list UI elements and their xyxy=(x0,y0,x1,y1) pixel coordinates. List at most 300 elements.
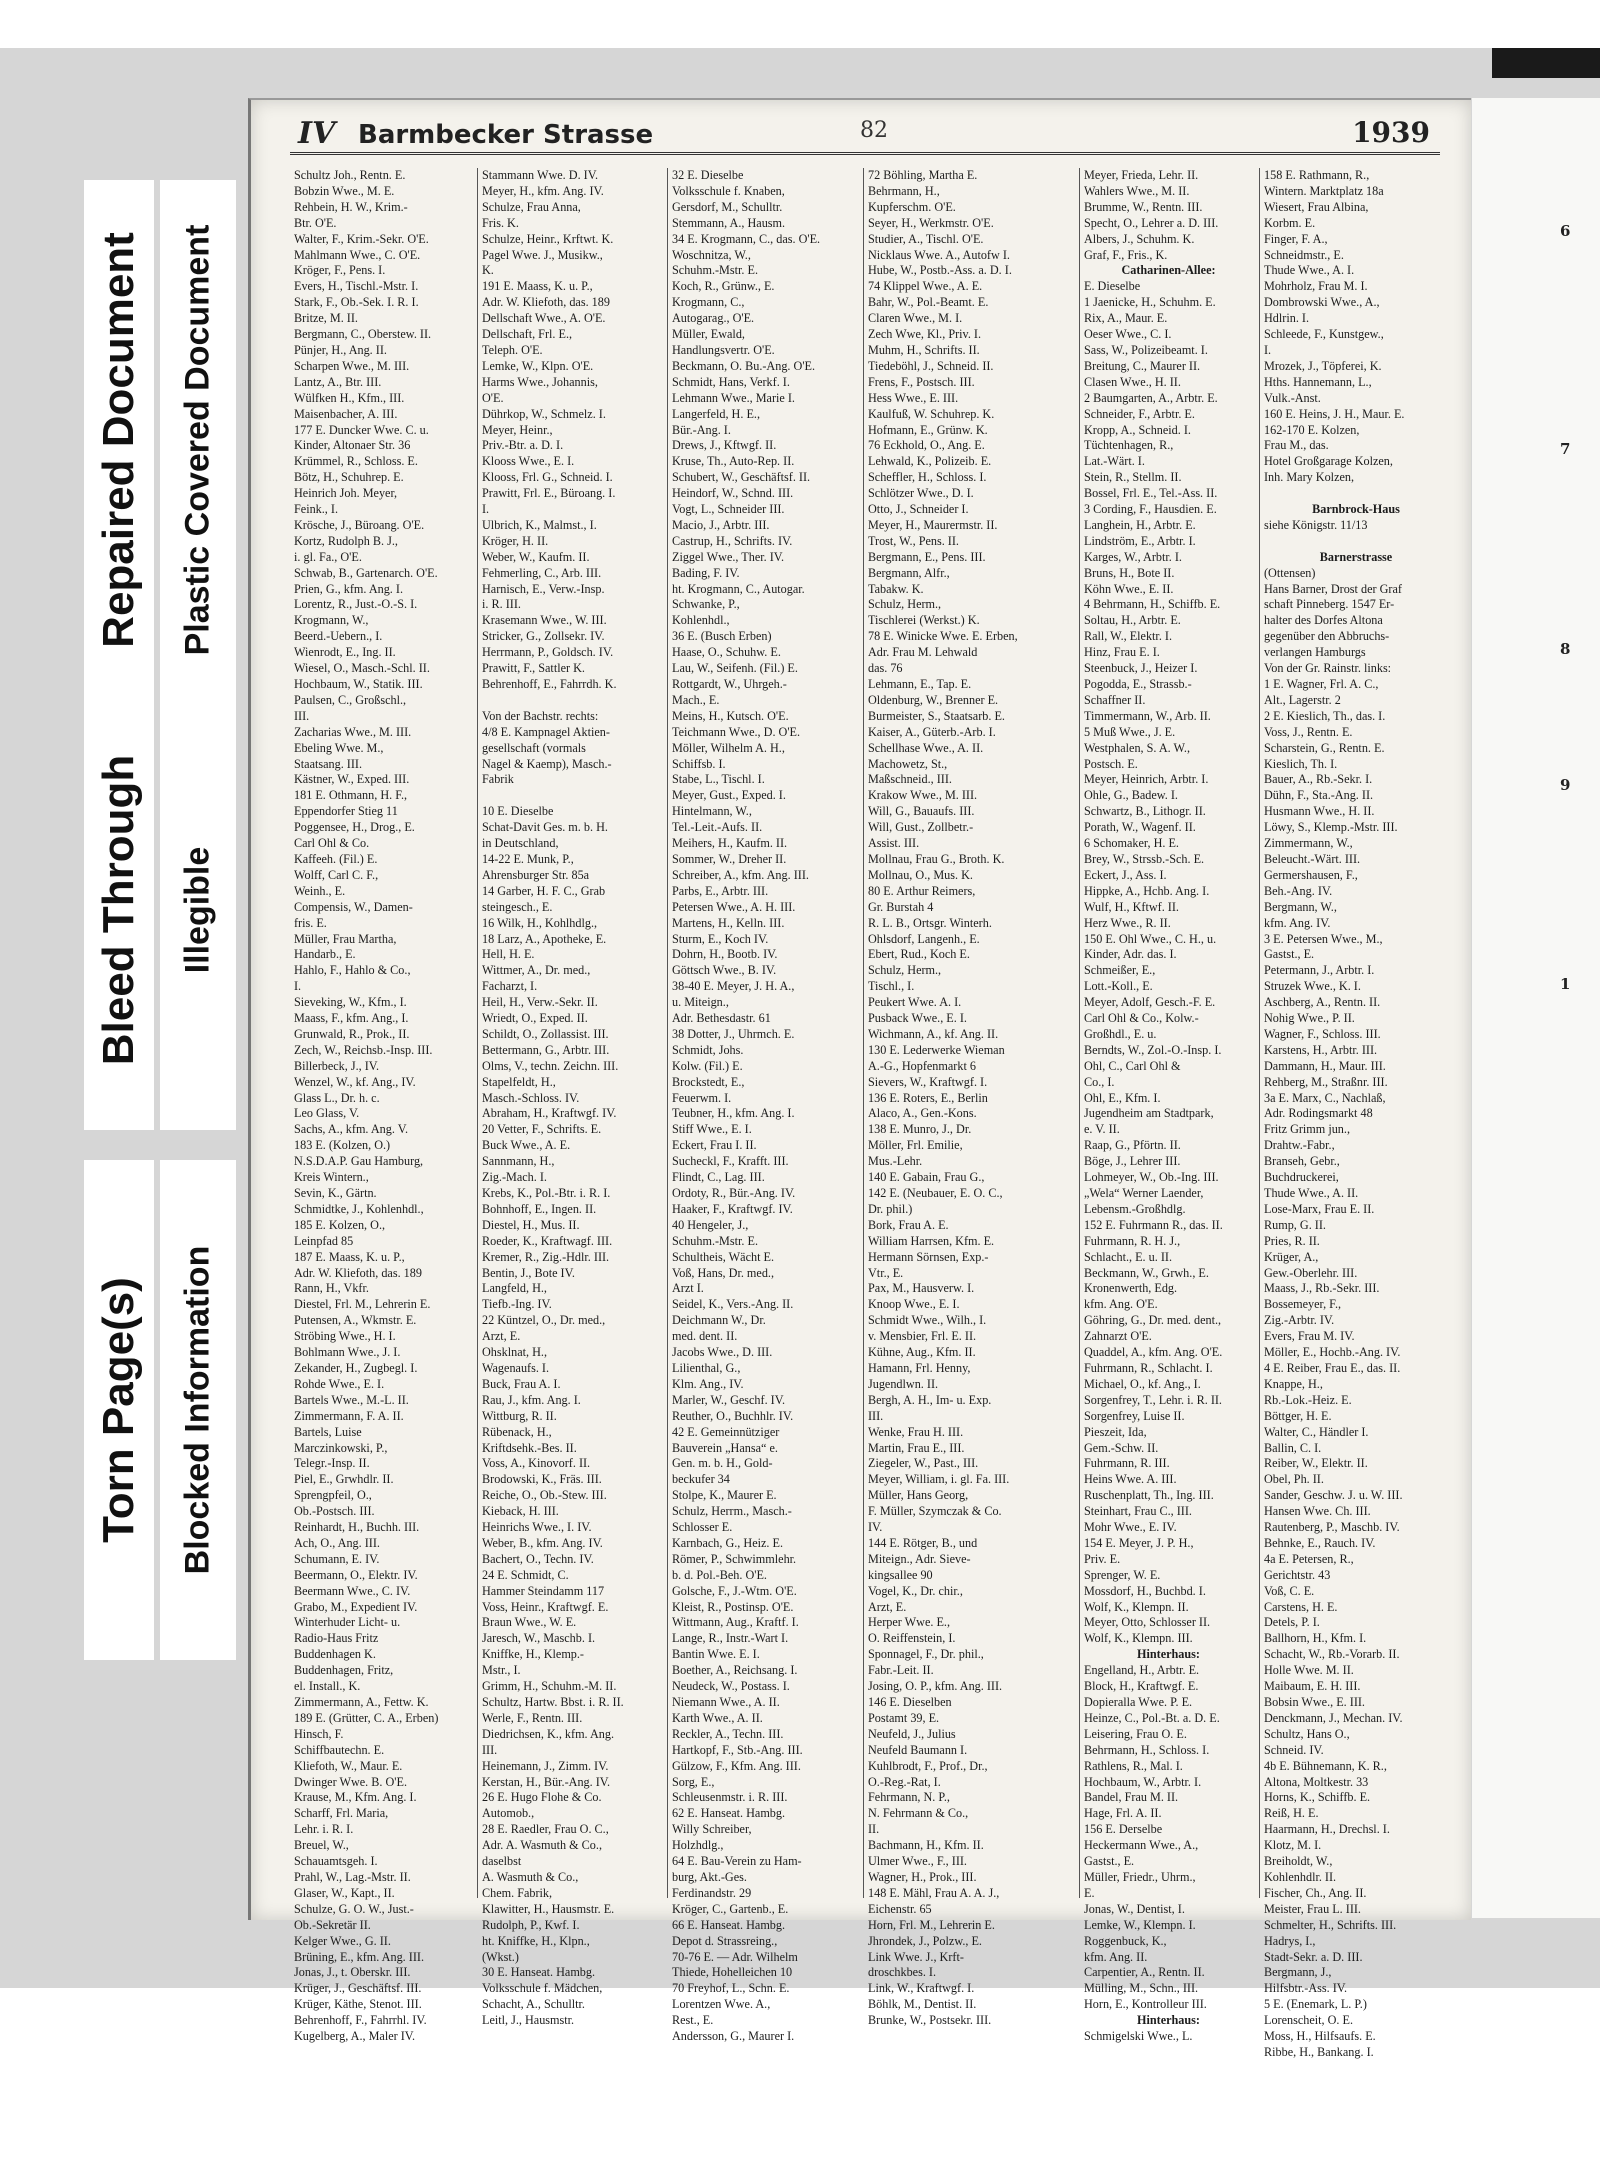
directory-entry: Bergh, A. H., Im- u. Exp. xyxy=(868,1392,992,1407)
directory-entry: Rottgardt, W., Uhrgeh.- xyxy=(672,677,787,691)
directory-entry: Altona, Moltkestr. 33 xyxy=(1264,1774,1369,1789)
directory-entry: Beckmann, W., Grwh., E. xyxy=(1084,1265,1209,1280)
directory-entry: Reiche, O., Ob.-Stew. III. xyxy=(482,1488,607,1503)
directory-entry: Bettermann, G., Arbtr. III. xyxy=(482,1042,610,1057)
directory-entry: Reckler, A., Techn. III. xyxy=(672,1726,784,1741)
directory-entry: Kleist, R., Postinsp. O'E. xyxy=(672,1599,794,1614)
directory-entry: Catharinen-Allee: xyxy=(1121,263,1216,278)
directory-entry: Schmidt, Hans, Verkf. I. xyxy=(672,374,790,389)
directory-entry: Meyer, Heinr., xyxy=(482,422,553,437)
directory-entry: Krasemann Wwe., W. III. xyxy=(482,613,607,628)
directory-entry: Feuerwm. I. xyxy=(672,1090,732,1105)
directory-entry: Breiholdt, W., xyxy=(1264,1854,1333,1869)
directory-entry: 148 E. Mähl, Frau A. A. J., xyxy=(868,1885,1000,1900)
margin-number: 7 xyxy=(1560,440,1571,458)
directory-entry: Otto, J., Schneider I. xyxy=(868,502,969,517)
directory-entry: Tüchtenhagen, R., xyxy=(1084,438,1174,453)
directory-entry: Muhm, H., Schrifts. II. xyxy=(868,342,980,357)
directory-entry: Meyer, Frieda, Lehr. II. xyxy=(1084,168,1199,182)
directory-entry: Fuhrmann, R. III. xyxy=(1084,1456,1170,1471)
directory-entry: Schultheis, Wächt E. xyxy=(672,1249,774,1264)
directory-entry: Lohmeyer, W., Ob.-Ing. III. xyxy=(1084,1170,1219,1185)
directory-entry: Reiß, H. E. xyxy=(1264,1806,1319,1821)
directory-entry: Kieback, H. III. xyxy=(482,1504,559,1519)
directory-entry: Rehberg, M., Straßnr. III. xyxy=(1264,1074,1388,1089)
directory-entry: Hinterhaus: xyxy=(1137,1647,1200,1662)
directory-entry: Schwartz, B., Lithogr. II. xyxy=(1084,804,1206,819)
directory-entry: Buchdruckerei, xyxy=(1264,1170,1339,1185)
directory-entry: Tel.-Leit.-Aufs. II. xyxy=(672,820,763,835)
directory-entry: Bantin Wwe. E. I. xyxy=(672,1647,760,1662)
directory-entry: 4/8 E. Kampnagel Aktien- xyxy=(482,724,610,739)
directory-entry: 14-22 E. Munk, P., xyxy=(482,851,574,866)
directory-entry: Haarmann, H., Drechsl. I. xyxy=(1264,1822,1390,1837)
directory-entry: Beermann, O., Elektr. IV. xyxy=(294,1567,418,1582)
directory-entry: Kästner, W., Exped. III. xyxy=(294,772,410,787)
directory-entry: 191 E. Maass, K. u. P., xyxy=(482,279,593,294)
directory-entry: Bruns, H., Bote II. xyxy=(1084,565,1175,580)
directory-entry: Schiffsb. I. xyxy=(672,756,726,771)
directory-entry: Thude Wwe., A. II. xyxy=(1264,1186,1359,1200)
directory-entry: Will, Gust., Zollbetr.- xyxy=(868,820,974,835)
directory-entry: Heinrichs Wwe., I. IV. xyxy=(482,1520,592,1535)
directory-entry: Heinemann, J., Zimm. IV. xyxy=(482,1758,609,1773)
directory-entry: Köhn Wwe., E. II. xyxy=(1084,581,1174,596)
directory-entry: steingesch., E. xyxy=(482,899,553,914)
directory-entry: Sannmann, H., xyxy=(482,1154,555,1169)
directory-entry: Postamt 39, E. xyxy=(868,1710,940,1725)
directory-entry: Schulze, Heinr., Krftwt. K. xyxy=(482,231,614,246)
directory-entry: Kaffeeh. (Fil.) E. xyxy=(294,851,378,866)
directory-entry: Hamann, Frl. Henny, xyxy=(868,1360,971,1375)
directory-entry: Krüger, J., Geschäftsf. III. xyxy=(294,1981,422,1996)
directory-entry: Carpentier, A., Rentn. II. xyxy=(1084,1965,1205,1980)
directory-entry: Ohlsdorf, Langenh., E. xyxy=(868,931,980,946)
directory-entry: Ob.-Postsch. III. xyxy=(294,1504,375,1519)
directory-entry: Buddenhagen K. xyxy=(294,1647,376,1662)
directory-entry: Reinhardt, H., Buchh. III. xyxy=(294,1520,420,1535)
directory-entry: Koch, R., Grünw., E. xyxy=(672,279,775,294)
directory-entry: Fabrik xyxy=(482,772,514,787)
directory-entry: Carl Ohl & Co., Kolw.- xyxy=(1084,1011,1199,1026)
directory-entry: Schleusenmstr. i. R. III. xyxy=(672,1790,788,1805)
directory-entry: O'E. xyxy=(482,390,504,405)
margin-number: 9 xyxy=(1560,776,1571,794)
directory-entry: Hansen Wwe. Ch. III. xyxy=(1264,1504,1371,1519)
directory-entry: Kinder, Adr. das. I. xyxy=(1084,947,1177,962)
directory-entry: Dopieralla Wwe. P. E. xyxy=(1084,1695,1193,1709)
directory-entry: 5 E. (Enemark, L. P.) xyxy=(1264,1997,1367,2012)
directory-entry: Masch.-Schloss. IV. xyxy=(482,1090,580,1105)
directory-entry: Ballin, C. I. xyxy=(1264,1440,1322,1455)
directory-entry: Horn, Frl. M., Lehrerin E. xyxy=(868,1917,995,1932)
directory-entry: 1 E. Wagner, Frl. A. C., xyxy=(1264,677,1379,691)
directory-entry: Langhein, H., Arbtr. E. xyxy=(1084,517,1196,532)
adjacent-page-margin xyxy=(1472,98,1600,1918)
directory-entry: Reiber, W., Elektr. II. xyxy=(1264,1456,1368,1471)
directory-entry: Wittburg, R. II. xyxy=(482,1408,557,1423)
directory-entry: Kropp, A., Schneid. I. xyxy=(1084,422,1191,437)
directory-entry: Nicklaus Wwe. A., Autofw I. xyxy=(868,247,1010,262)
directory-entry: 74 Klippel Wwe., A. E. xyxy=(868,279,983,294)
directory-entry: A.-G., Hopfenmarkt 6 xyxy=(868,1058,976,1073)
directory-entry: Ulbrich, K., Malmst., I. xyxy=(482,517,597,532)
directory-entry: verlangen Hamburgs xyxy=(1264,645,1366,660)
directory-entry: fris. E. xyxy=(294,915,327,930)
directory-entry: Gersdorf, M., Schulltr. xyxy=(672,199,783,214)
directory-entry: Rix, A., Maur. E. xyxy=(1084,311,1168,326)
directory-entry: Drahtw.-Fabr., xyxy=(1264,1138,1335,1153)
directory-entry: Marczinkowski, P., xyxy=(294,1440,388,1455)
directory-entry: Schultz, Hans O., xyxy=(1264,1726,1350,1741)
directory-entry: 3 E. Petersen Wwe., M., xyxy=(1264,931,1383,946)
directory-entry: Glass L., Dr. h. c. xyxy=(294,1090,380,1105)
directory-entry: 34 E. Krogmann, C., das. O'E. xyxy=(672,231,821,246)
directory-entry: Facharzt, I. xyxy=(482,979,538,994)
directory-entry: Adr. Frau M. Lehwald xyxy=(868,645,978,660)
directory-entry: Lehwald, K., Polizeib. E. xyxy=(868,454,992,469)
directory-entry: Sorg, E., xyxy=(672,1774,715,1789)
directory-entry: Wichmann, A., kf. Ang. II. xyxy=(868,1026,999,1041)
directory-entry: Grimm, H., Schuhm.-M. II. xyxy=(482,1679,617,1694)
directory-entry: Olms, V., techn. Zeichn. III. xyxy=(482,1058,619,1073)
directory-entry: Tischl., I. xyxy=(868,979,915,994)
directory-entry: Stabe, L., Tischl. I. xyxy=(672,772,765,787)
directory-entry: halter des Dorfes Altona xyxy=(1264,613,1383,628)
directory-entry: ht. Kniffke, H., Klpn., xyxy=(482,1933,590,1948)
directory-entry: 36 E. (Busch Erben) xyxy=(672,629,772,644)
directory-entry: Nohig Wwe., P. II. xyxy=(1264,1011,1355,1026)
directory-entry: Möller, Frl. Emilie, xyxy=(868,1138,963,1153)
directory-entry: i. gl. Fa., O'E. xyxy=(294,549,362,564)
directory-entry: Pries, R. II. xyxy=(1264,1233,1320,1248)
directory-entry: Michael, O., kf. Ang., I. xyxy=(1084,1376,1201,1391)
directory-entry: Teichmann Wwe., D. O'E. xyxy=(672,724,801,739)
directory-entry: Meyer, Otto, Schlosser II. xyxy=(1084,1615,1211,1630)
directory-entry: 136 E. Roters, E., Berlin xyxy=(868,1090,988,1105)
directory-entry: Neufeld, J., Julius xyxy=(868,1726,956,1741)
directory-entry: Hilfsbtr.-Ass. IV. xyxy=(1264,1981,1348,1996)
directory-entry: Hippke, A., Hchb. Ang. I. xyxy=(1084,883,1210,898)
directory-entry: Inh. Mary Kolzen, xyxy=(1264,470,1355,485)
directory-entry: Bauverein „Hansa“ e. xyxy=(672,1440,778,1455)
directory-entry: i. R. III. xyxy=(482,597,521,612)
directory-entry: Ordoty, R., Bür.-Ang. IV. xyxy=(672,1186,796,1200)
directory-entry: in Deutschland, xyxy=(482,836,559,851)
directory-entry: Behrenhoff, F., Fahrrhl. IV. xyxy=(294,2013,427,2028)
directory-entry: Sass, W., Polizeibeamt. I. xyxy=(1084,342,1208,357)
directory-entry: Volksschule f. Mädchen, xyxy=(482,1981,603,1996)
directory-entry: Wiesel, O., Masch.-Schl. II. xyxy=(294,661,430,676)
directory-entry: Pogodda, E., Strassb.- xyxy=(1084,677,1192,691)
directory-entry: Rb.-Lok.-Heiz. E. xyxy=(1264,1392,1352,1407)
directory-entry: Meihers, H., Kaufm. II. xyxy=(672,836,788,851)
directory-entry: 189 E. (Grütter, C. A., Erben) xyxy=(294,1710,439,1725)
directory-entry: A. Wasmuth & Co., xyxy=(482,1869,579,1884)
directory-entry: Zimmermann, F. A. II. xyxy=(294,1408,404,1423)
district-numeral: IV xyxy=(298,116,336,151)
directory-entry: Zech Wwe, Kl., Priv. I. xyxy=(868,327,982,342)
directory-entry: Kolw. (Fil.) E. xyxy=(672,1058,743,1073)
directory-entry: Behrmann, H., Schloss. I. xyxy=(1084,1742,1210,1757)
directory-entry: Lehr. i. R. I. xyxy=(294,1822,354,1837)
directory-entry: Sachs, A., kfm. Ang. V. xyxy=(294,1122,408,1137)
directory-entry: Graf, F., Fris., K. xyxy=(1084,247,1168,262)
directory-entry: Niemann Wwe., A. II. xyxy=(672,1695,780,1709)
directory-entry: 62 E. Hanseat. Hambg. xyxy=(672,1806,786,1821)
directory-entry: Stemmann, A., Hausm. xyxy=(672,215,786,230)
directory-entry: Petermann, J., Arbtr. I. xyxy=(1264,963,1375,978)
directory-entry: Roggenbuck, K., xyxy=(1084,1933,1167,1948)
directory-entry: Hadrys, I., xyxy=(1264,1933,1316,1948)
directory-entry: Beerd.-Uebern., I. xyxy=(294,629,383,644)
directory-entry: Frau M., das. xyxy=(1264,438,1329,453)
directory-entry: Seyer, H., Werkmstr. O'E. xyxy=(868,215,994,230)
directory-entry: Gem.-Schw. II. xyxy=(1084,1440,1159,1455)
directory-entry: Wiesert, Frau Albina, xyxy=(1264,199,1369,214)
directory-entry: Wagner, F., Schloss. III. xyxy=(1264,1026,1381,1041)
directory-entry: Beermann Wwe., C. IV. xyxy=(294,1583,411,1598)
directory-entry: Hths. Hannemann, L., xyxy=(1264,374,1372,389)
directory-entry: Mohrholz, Frau M. I. xyxy=(1264,279,1368,294)
directory-entry: Beh.-Ang. IV. xyxy=(1264,883,1333,898)
directory-entry: Jugendheim am Stadtpark, xyxy=(1084,1106,1214,1121)
directory-entry: Wolff, Carl C. F., xyxy=(294,867,379,882)
directory-entry: Schneidmstr., E. xyxy=(1264,247,1344,262)
directory-entry: Quaddel, A., kfm. Ang. O'E. xyxy=(1084,1345,1223,1360)
directory-entry: E. Dieselbe xyxy=(1084,279,1141,294)
directory-entry: 10 E. Dieselbe xyxy=(482,804,554,819)
directory-entry: Kühne, Aug., Kfm. II. xyxy=(868,1345,976,1360)
directory-entry: Rau, J., kfm. Ang. I. xyxy=(482,1392,581,1407)
directory-entry: 160 E. Heins, J. H., Maur. E. xyxy=(1264,406,1405,421)
directory-entry: Billerbeck, J., IV. xyxy=(294,1058,380,1073)
directory-entry: 18 Larz, A., Apotheke, E. xyxy=(482,931,607,946)
directory-entry: Karges, W., Arbtr. I. xyxy=(1084,549,1182,564)
directory-entry: Hammer Steindamm 117 xyxy=(482,1583,605,1598)
directory-entry: Sommer, W., Dreher II. xyxy=(672,851,787,866)
directory-entry: Schlosser E. xyxy=(672,1520,733,1535)
directory-entry: Schaffner II. xyxy=(1084,692,1146,707)
directory-entry: Weinh., E. xyxy=(294,883,346,898)
directory-entry: Sprenger, W. E. xyxy=(1084,1567,1161,1582)
directory-entry: III. xyxy=(482,1742,498,1757)
directory-entry: 185 E. Kolzen, O., xyxy=(294,1217,386,1232)
directory-entry: Dührkop, W., Schmelz. I. xyxy=(482,406,606,421)
directory-entry: Böhlk, M., Dentist. II. xyxy=(868,1997,977,2012)
directory-entry: Clasen Wwe., H. II. xyxy=(1084,374,1181,389)
directory-entry: Schulz, Herrm., Masch.- xyxy=(672,1504,792,1519)
directory-entry: Sevin, K., Gärtn. xyxy=(294,1186,377,1200)
directory-entry: das. 76 xyxy=(868,661,903,676)
directory-entry: Ebert, Rud., Koch E. xyxy=(868,947,970,962)
directory-entry: Voss, Heinr., Kraftwgf. E. xyxy=(482,1599,609,1614)
directory-entry: gegenüber den Abbruchs- xyxy=(1264,629,1390,644)
directory-entry: Volksschule f. Knaben, xyxy=(672,183,785,198)
directory-entry: 4b E. Bühnemann, K. R., xyxy=(1264,1758,1387,1773)
directory-entry: Adr. W. Kliefoth, das. 189 xyxy=(294,1265,422,1280)
directory-entry: Rautenberg, P., Maschb. IV. xyxy=(1264,1520,1400,1535)
directory-entry: Mahlmann Wwe., C. O'E. xyxy=(294,247,421,262)
directory-entry: Schmidt Wwe., Wilh., I. xyxy=(868,1313,987,1328)
directory-entry: Mossdorf, H., Buchbd. I. xyxy=(1084,1583,1206,1598)
directory-entry: Fritz Grimm jun., xyxy=(1264,1122,1350,1137)
directory-entry: Kriftdsehk.-Bes. II. xyxy=(482,1440,577,1455)
directory-entry: Schulze, G. O. W., Just.- xyxy=(294,1901,414,1916)
directory-entry: Krösche, J., Büroang. O'E. xyxy=(294,517,425,532)
directory-entry: Schauamtsgeh. I. xyxy=(294,1854,378,1869)
directory-entry: Meyer, Gust., Exped. I. xyxy=(672,788,786,803)
directory-entry: Meyer, Heinrich, Arbtr. I. xyxy=(1084,772,1209,787)
directory-entry: Leo Glass, V. xyxy=(294,1106,360,1121)
label-bleed-through: Bleed Through xyxy=(84,690,154,1130)
directory-entry: Behrenhoff, E., Fahrrdh. K. xyxy=(482,677,617,691)
directory-entry: Klm. Ang., IV. xyxy=(672,1376,744,1391)
directory-entry: N.S.D.A.P. Gau Hamburg, xyxy=(294,1154,424,1169)
directory-entry: Kinder, Altonaer Str. 36 xyxy=(294,438,411,453)
directory-entry: Kohlenhdlr. II. xyxy=(1264,1869,1337,1884)
directory-entry: Bading, F. IV. xyxy=(672,565,740,580)
directory-entry: Stricker, G., Zollsekr. IV. xyxy=(482,629,605,644)
directory-entry: Nagel & Kaemp), Masch.- xyxy=(482,756,612,771)
directory-entry: Müller, Friedr., Uhrm., xyxy=(1084,1869,1196,1884)
directory-entry: Bartels Wwe., M.-L. II. xyxy=(294,1392,409,1407)
directory-entry: Hintelmann, W., xyxy=(672,804,752,819)
directory-entry: Scharstein, G., Rentn. E. xyxy=(1264,740,1385,755)
directory-entry: (Wkst.) xyxy=(482,1949,519,1964)
directory-entry: Korbm. E. xyxy=(1264,215,1316,230)
directory-entry: Westphalen, S. A. W., xyxy=(1084,740,1190,755)
directory-entry: Krogmann, C., xyxy=(672,295,745,310)
directory-entry: Müller, Frau Martha, xyxy=(294,931,397,946)
directory-entry: Voss, J., Rentn. E. xyxy=(1264,724,1353,739)
directory-entry: 187 E. Maass, K. u. P., xyxy=(294,1249,405,1264)
directory-entry: Böttger, H. E. xyxy=(1264,1408,1332,1423)
label-torn-pages: Torn Page(s) xyxy=(84,1160,154,1660)
directory-entry: (Ottensen) xyxy=(1264,565,1316,580)
directory-entry: Gülzow, F., Kfm. Ang. III. xyxy=(672,1758,801,1773)
directory-entry: Leinpfad 85 xyxy=(294,1233,354,1248)
directory-column-5 xyxy=(1080,168,1260,2044)
year-heading: 1939 xyxy=(1352,116,1430,149)
directory-entry: K. xyxy=(482,263,494,278)
directory-entry: Claren Wwe., M. I. xyxy=(868,311,963,326)
directory-entry: 156 E. Derselbe xyxy=(1084,1822,1163,1837)
directory-entry: Specht, O., Lehrer a. D. III. xyxy=(1084,215,1219,230)
directory-entry: Hinz, Frau E. I. xyxy=(1084,645,1160,660)
directory-entry: schaft Pinneberg. 1547 Er- xyxy=(1264,597,1395,612)
directory-entry: Rest., E. xyxy=(672,2013,714,2028)
directory-entry: Postsch. E. xyxy=(1084,756,1138,771)
directory-entry: Tabakw. K. xyxy=(868,581,924,596)
directory-entry: Struzek Wwe., K. I. xyxy=(1264,979,1361,994)
directory-entry: Langerfeld, H. E., xyxy=(672,406,760,421)
directory-entry: Rall, W., Elektr. I. xyxy=(1084,629,1173,644)
directory-entry: 162-170 E. Kolzen, xyxy=(1264,422,1360,437)
directory-entry: Dellschaft Wwe., A. O'E. xyxy=(482,311,606,326)
directory-entry: 4 Behrmann, H., Schiffb. E. xyxy=(1084,597,1221,612)
directory-entry: Bartels, Luise xyxy=(294,1424,362,1439)
directory-entry: IV. xyxy=(868,1520,883,1535)
directory-entry: 40 Hengeler, J., xyxy=(672,1217,749,1232)
directory-entry: Bauer, A., Rb.-Sekr. I. xyxy=(1264,772,1373,787)
directory-entry: Trost, W., Pens. II. xyxy=(868,533,959,548)
directory-entry: 42 E. Gemeinnütziger xyxy=(672,1424,780,1439)
directory-entry: Stadt-Sekr. a. D. III. xyxy=(1264,1949,1363,1964)
directory-entry: Link Wwe. J., Krft- xyxy=(868,1949,964,1964)
scanner-edge xyxy=(1492,48,1600,78)
directory-entry: Mstr., I. xyxy=(482,1663,521,1678)
directory-entry: Jonas, J., t. Oberskr. III. xyxy=(294,1965,411,1980)
directory-entry: Roeder, K., Kraftwagf. III. xyxy=(482,1233,613,1248)
directory-entry: Steinhart, Frau C., III. xyxy=(1084,1504,1192,1519)
street-heading: Barmbecker Strasse xyxy=(358,120,654,150)
directory-entry: Ohsklnat, H., xyxy=(482,1345,547,1360)
directory-entry: Moss, H., Hilfsaufs. E. xyxy=(1264,2029,1376,2044)
directory-entry: Parbs, E., Arbtr. III. xyxy=(672,883,769,898)
directory-entry: Kerstan, H., Bür.-Ang. IV. xyxy=(482,1774,611,1789)
directory-entry: Brumme, W., Rentn. III. xyxy=(1084,199,1203,214)
directory-entry: Andersson, G., Maurer I. xyxy=(672,2029,795,2044)
directory-entry: Eckert, Frau I. II. xyxy=(672,1138,757,1153)
directory-entry: Schubert, W., Geschäftsf. II. xyxy=(672,470,811,485)
directory-entry: O.-Reg.-Rat, I. xyxy=(868,1774,941,1789)
directory-entry: Castrup, H., Schrifts. IV. xyxy=(672,533,793,548)
directory-entry: 66 E. Hanseat. Hambg. xyxy=(672,1917,786,1932)
directory-entry: Zig.-Arbtr. IV. xyxy=(1264,1313,1335,1328)
directory-entry: Paulsen, C., Großschl., xyxy=(294,692,407,707)
directory-entry xyxy=(1264,486,1448,502)
directory-entry: Mach., E. xyxy=(672,692,720,707)
directory-entry: Schmelter, H., Schrifts. III. xyxy=(1264,1917,1397,1932)
directory-entry: Kröger, C., Gartenb., E. xyxy=(672,1901,789,1916)
directory-entry: Langfeld, H., xyxy=(482,1281,547,1296)
directory-entry: Neufeld Baumann I. xyxy=(868,1742,968,1757)
directory-entry: Lorentz, R., Just.-O.-S. I. xyxy=(294,597,418,612)
directory-entry: Willy Schreiber, xyxy=(672,1822,752,1837)
directory-entry xyxy=(482,788,661,804)
directory-entry: Hofmann, E., Grünw. K. xyxy=(868,422,988,437)
directory-entry: Scharpen Wwe., M. III. xyxy=(294,358,410,373)
directory-entry: Tiedeböhl, J., Schneid. II. xyxy=(868,358,994,373)
directory-entry: 181 E. Othmann, H. F., xyxy=(294,788,408,803)
directory-entry: siehe Königstr. 11/13 xyxy=(1264,517,1368,532)
directory-entry: Co., I. xyxy=(1084,1074,1115,1089)
directory-entry: Kaiser, A., Güterb.-Arb. I. xyxy=(868,724,996,739)
directory-entry: Neudeck, W., Postass. I. xyxy=(672,1679,790,1694)
directory-entry: Martens, H., Kelln. III. xyxy=(672,915,785,930)
label-blocked-information: Blocked Information xyxy=(160,1160,236,1660)
directory-entry: Martin, Frau E., III. xyxy=(868,1440,965,1455)
directory-entry: Automob., xyxy=(482,1806,535,1821)
directory-entry: Löwy, S., Klemp.-Mstr. III. xyxy=(1264,820,1398,835)
directory-entry: II. xyxy=(868,1822,880,1837)
directory-entry: Vulk.-Anst. xyxy=(1264,390,1321,405)
directory-entry: 32 E. Dieselbe xyxy=(672,168,744,182)
directory-entry: 138 E. Munro, J., Dr. xyxy=(868,1122,972,1137)
directory-entry: Kohlenhdl., xyxy=(672,613,730,628)
label-plastic-covered: Plastic Covered Document xyxy=(160,180,236,700)
directory-entry: Maibaum, E. H. III. xyxy=(1264,1679,1361,1694)
directory-entry: Autogarag., O'E. xyxy=(672,311,755,326)
directory-entry: N. Fehrmann & Co., xyxy=(868,1806,969,1821)
directory-entry: Bergmann, W., xyxy=(1264,899,1337,914)
directory-entry: Brey, W., Strssb.-Sch. E. xyxy=(1084,851,1205,866)
directory-entry: Staatsang. III. xyxy=(294,756,363,771)
directory-entry: Horns, K., Schiffb. E. xyxy=(1264,1790,1371,1805)
margin-number: 6 xyxy=(1560,222,1571,240)
directory-entry: Oldenburg, W., Brenner E. xyxy=(868,692,999,707)
